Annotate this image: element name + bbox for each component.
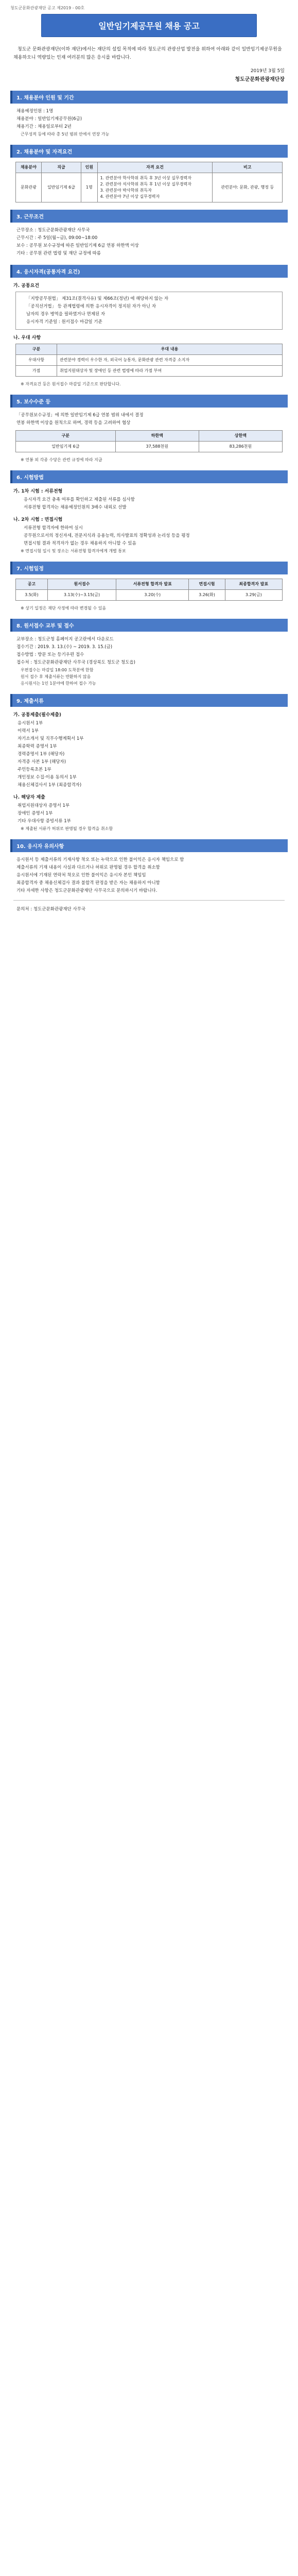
list-item: 채용신체검사서 1부 (최종합격자) <box>17 783 82 788</box>
list-item: 기타 우대사항 증빙서류 1부 <box>17 819 71 824</box>
section-10-heading: 10. 응시자 유의사항 <box>10 839 288 852</box>
list-item: 면접시험 결과 적격자가 없는 경우 채용하지 아니할 수 있음 <box>24 541 136 546</box>
list-item: 응시원서 등 제출서류의 기재사항 착오 또는 누락으로 인한 불이익은 응시자 책임으로 함 <box>16 857 184 862</box>
list-item: 취업지원대상자 증명서 1부 <box>17 803 70 808</box>
section-8-heading: 8. 원서접수 교부 및 접수 <box>10 619 288 632</box>
list-note: 근무성적 등에 따라 총 5년 범위 안에서 연장 가능 <box>21 132 110 137</box>
table-cell: 1명 <box>81 173 97 202</box>
table-header: 구분 <box>16 344 57 355</box>
list-note: 응시원서는 1인 1분야에 한하여 접수 가능 <box>21 681 96 686</box>
subsection-heading: 나. 우대 사항 <box>13 335 41 341</box>
subsection-heading: 가. 공통요건 <box>13 283 40 289</box>
section-7-heading: 7. 시험일정 <box>10 562 288 574</box>
list-item: 기타 : 공무원 관련 법령 및 재단 규정에 따름 <box>16 251 101 256</box>
list-item: 「공무원보수규정」에 의한 일반임기제 6급 연봉 범위 내에서 결정 <box>16 413 144 418</box>
table-cell: 가점 <box>16 366 57 377</box>
list-item: 접수기간 : 2019. 3. 13.(수) ~ 2019. 3. 15.(금) <box>16 645 113 650</box>
table-row <box>16 590 283 601</box>
subsection-heading: 가. 공통제출(필수제출) <box>13 713 62 718</box>
list-item: 제출서류의 기재 내용이 사실과 다르거나 허위로 판명될 경우 합격을 취소함 <box>16 865 160 870</box>
list-item: 응시자격 기준일 : 원서접수 마감일 기준 <box>26 319 102 325</box>
section-note: ※ 자격요건 등은 원서접수 마감일 기준으로 판단합니다. <box>21 382 121 386</box>
table-row <box>16 173 283 202</box>
list-item: 「지방공무원법」 제31조(결격사유) 및 제66조(정년) 에 해당하지 않는 자 <box>26 296 169 301</box>
preference-table <box>15 344 283 377</box>
subsection-heading: 가. 1차 시험 : 서류전형 <box>13 489 63 494</box>
section-6-heading: 6. 시험방법 <box>10 470 288 483</box>
list-item: 최종합격자 중 채용신체검사 결과 불합격 판정을 받은 자는 채용하지 아니함 <box>16 880 160 886</box>
subsection-heading: 나. 해당자 제출 <box>13 795 45 800</box>
table-row <box>16 366 283 377</box>
list-item: 접수방법 : 방문 또는 등기우편 접수 <box>16 652 84 657</box>
table-cell: 37,588천원 <box>115 442 199 452</box>
list-item: 주민등록초본 1부 <box>17 767 51 772</box>
list-item: 접수처 : 청도군문화관광재단 사무국 (경상북도 청도군 청도읍) <box>16 660 135 665</box>
salary-table <box>15 430 283 452</box>
salary-table-wrap <box>15 430 283 452</box>
table-cell: 3.20(수) <box>116 590 189 601</box>
table-header: 우대 내용 <box>57 344 283 355</box>
list-item: 응시원서에 기재된 연락처 착오로 인한 불이익은 응시자 본인 책임임 <box>16 873 146 878</box>
table-cell: 83,286천원 <box>199 442 282 452</box>
preference-table-wrap <box>15 344 283 377</box>
table-header: 인원 <box>81 162 97 173</box>
list-note: 원서 접수 후 제출서류는 반환하지 않음 <box>21 674 91 679</box>
qualification-table <box>15 162 283 202</box>
intro-text: 청도군 문화관광재단(이하 재단)에서는 재단의 설립 목적에 따라 청도군의 관광산업 발전을 위하여 아래와 같이 일반임기제공무원을 채용하오니 역량있는 인재 여러분의 많은 응시를 바랍니다. <box>13 47 282 60</box>
table-header: 자격 요건 <box>97 162 213 173</box>
page-title: 일반임기제공무원 채용 공고 <box>41 14 257 37</box>
list-item: 공무원으로서의 정신자세, 전문지식과 응용능력, 의사발표의 정확성과 논리성 등을 평정 <box>24 533 190 538</box>
list-item: 교부장소 : 청도군청 홈페이지 공고란에서 다운로드 <box>16 637 114 642</box>
table-header: 하한액 <box>115 431 199 442</box>
list-item: 근무장소 : 청도군문화관광재단 사무국 <box>16 228 90 233</box>
list-item: 자격증 사본 1부 (해당자) <box>17 759 66 765</box>
table-header: 원서접수 <box>47 579 116 590</box>
list-item: 채용기간 : 채용일로부터 2년 <box>16 124 72 129</box>
list-item: 경력증명서 1부 (해당자) <box>17 752 65 757</box>
list-item: 개인정보 수집·이용 동의서 1부 <box>17 775 77 780</box>
list-item: 이력서 1부 <box>17 728 39 734</box>
table-cell: 관련분야: 문화, 관광, 행정 등 <box>213 173 283 202</box>
table-header: 직급 <box>41 162 81 173</box>
contact-info: 문의처 : 청도군문화관광재단 사무국 <box>16 907 86 912</box>
list-item: 응시원서 1부 <box>17 721 43 726</box>
schedule-table-wrap <box>15 579 283 601</box>
list-item: 근무시간 : 주 5일(월~금), 09:00~18:00 <box>16 235 98 241</box>
list-item: 채용예정인원 : 1명 <box>16 109 54 114</box>
table-cell: 3.26(화) <box>189 590 225 601</box>
section-9-heading: 9. 제출서류 <box>10 694 288 707</box>
table-cell: 일반임기제 6급 <box>16 442 116 452</box>
list-item: 자기소개서 및 직무수행계획서 1부 <box>17 736 84 741</box>
table-header-row <box>16 431 283 442</box>
table-row <box>16 355 283 366</box>
table-header-row <box>16 162 283 173</box>
table-header: 서류전형 합격자 발표 <box>116 579 189 590</box>
table-header: 최종합격자 발표 <box>225 579 282 590</box>
announcement-page <box>0 0 298 929</box>
subsection-heading: 나. 2차 시험 : 면접시험 <box>13 517 63 522</box>
section-note: ※ 면접시험 일시 및 장소는 서류전형 합격자에게 개별 통보 <box>21 549 126 553</box>
list-item: 「공직선거법」 등 관계법령에 의한 응시자격이 정지된 자가 아닌 자 <box>26 304 156 309</box>
table-header: 구분 <box>16 431 116 442</box>
section-note: ※ 제출된 서류가 허위로 판명될 경우 합격을 취소함 <box>21 826 113 831</box>
table-cell: 취업지원대상자 및 장애인 등 관련 법령에 따라 가점 부여 <box>57 366 283 377</box>
document-number: 청도군문화관광재단 공고 제2019 - 00호 <box>10 6 85 10</box>
list-item: 연봉 하한액 이상을 원칙으로 하며, 경력 등을 고려하여 협상 <box>16 420 131 426</box>
list-item: 남자의 경우 병역을 필하였거나 면제된 자 <box>26 312 106 317</box>
table-row <box>16 442 283 452</box>
table-cell: 3.5(화) <box>16 590 48 601</box>
section-1-heading: 1. 채용분야 인원 및 기간 <box>10 91 288 104</box>
issuing-organization: 청도군문화관광재단장 <box>235 77 285 82</box>
list-item: 채용분야 : 일반임기제공무원(6급) <box>16 116 82 122</box>
list-item: 최종학력 증명서 1부 <box>17 744 57 749</box>
table-cell: 1. 관련분야 학사학위 취득 후 3년 이상 실무경력자 2. 관련분야 석사학위 취득 후 1년 이상 실무경력자 3. 관련분야 박사학위 취득자 4. 관련분야 7년 이상 실무경력자 <box>97 173 213 202</box>
requirements-box <box>15 292 283 330</box>
list-item: 장애인 증명서 1부 <box>17 811 53 816</box>
table-header: 비고 <box>213 162 283 173</box>
list-item: 보수 : 공무원 보수규정에 따른 일반임기제 6급 연봉 하한액 이상 <box>16 243 139 248</box>
table-header: 공고 <box>16 579 48 590</box>
table-cell: 3.29(금) <box>225 590 282 601</box>
table-cell: 문화관광 <box>16 173 42 202</box>
section-3-heading: 3. 근무조건 <box>10 210 288 223</box>
list-item: 서류전형 합격자는 채용예정인원의 3배수 내외로 선발 <box>24 505 127 510</box>
table-cell: 우대사항 <box>16 355 57 366</box>
announcement-date: 2019년 3월 5일 <box>250 69 285 74</box>
table-cell: 일반임기제 6급 <box>41 173 81 202</box>
qualification-table-wrap <box>15 162 283 202</box>
schedule-table <box>15 579 283 601</box>
table-cell: 3.13(수)~3.15(금) <box>47 590 116 601</box>
list-note: 우편접수는 마감일 18:00 도착분에 한함 <box>21 668 94 672</box>
section-note: ※ 연봉 외 각종 수당은 관련 규정에 따라 지급 <box>21 457 102 462</box>
section-2-heading: 2. 채용분야 및 자격요건 <box>10 145 288 158</box>
table-header-row <box>16 344 283 355</box>
list-item: 응시자격 요건 충족 여부를 확인하고 제출된 서류를 심사함 <box>24 497 135 502</box>
table-header: 면접시험 <box>189 579 225 590</box>
list-item: 서류전형 합격자에 한하여 실시 <box>24 526 83 531</box>
table-cell: 관련분야 경력이 우수한 자, 외국어 능통자, 문화관광 관련 자격증 소지자 <box>57 355 283 366</box>
table-header: 채용분야 <box>16 162 42 173</box>
table-header-row <box>16 579 283 590</box>
divider <box>13 900 285 901</box>
section-note: ※ 상기 일정은 재단 사정에 따라 변경될 수 있음 <box>21 606 107 611</box>
section-5-heading: 5. 보수수준 등 <box>10 395 288 408</box>
section-4-heading: 4. 응시자격(공통자격 요건) <box>10 265 288 278</box>
list-item: 기타 자세한 사항은 청도군문화관광재단 사무국으로 문의하시기 바랍니다. <box>16 888 157 893</box>
table-header: 상한액 <box>199 431 282 442</box>
